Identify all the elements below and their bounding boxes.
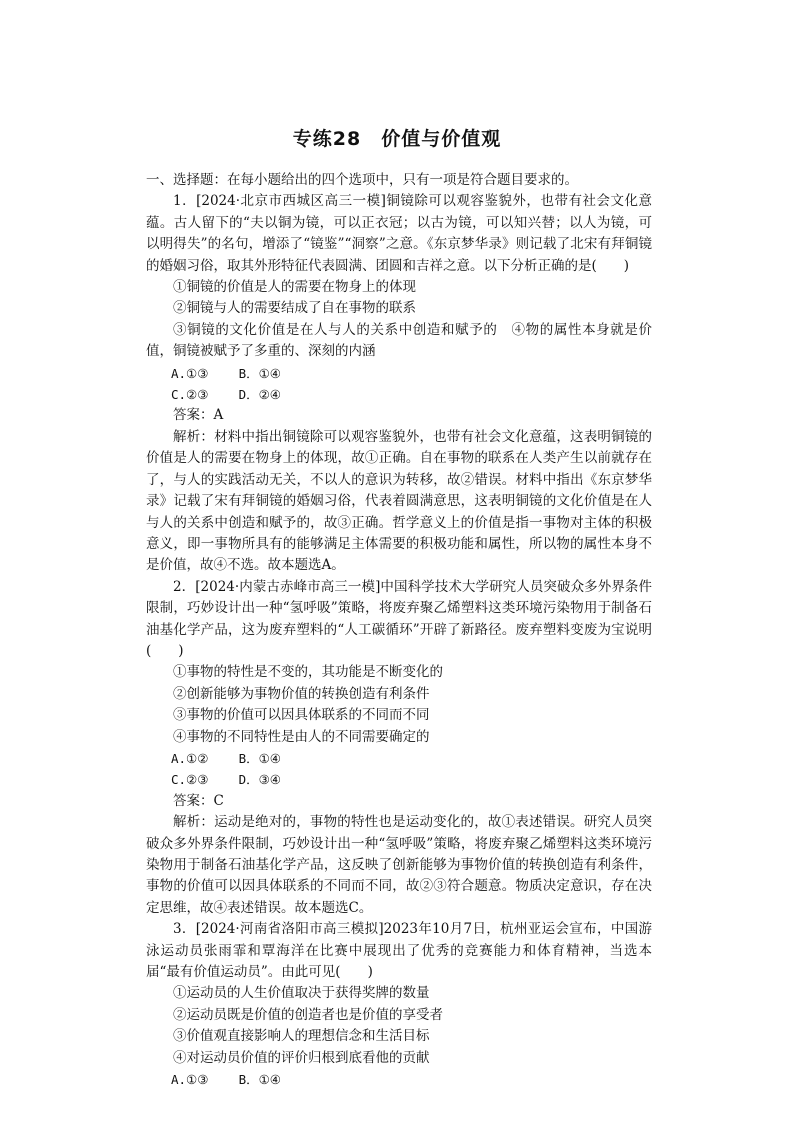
question-2-option-1: ①事物的特性是不变的，其功能是不断变化的 [173,664,443,681]
question-2-option-2: ②创新能够为事物价值的转换创造有利条件 [173,685,430,702]
question-3-option-4: ④对运动员价值的评价归根到底看他的贡献 [173,1049,430,1066]
page-title: 专练28 价值与价值观 [292,128,502,150]
question-3-option-3: ③价值观直接影响人的理想信念和生活目标 [173,1028,430,1045]
question-3-option-1: ①运动员的人生价值取决于获得奖牌的数量 [173,985,430,1002]
question-2-option-4: ④事物的不同特性是由人的不同需要确定的 [173,728,430,745]
question-1-option-3: ③铜镜的文化价值是在人与人的关系中创造和赋予的 ④物的属性本身就是价值，铜镜被赋予了多重的、深刻的内涵 [146,321,652,360]
question-3-option-2: ②运动员既是价值的创造者也是价值的享受者 [173,1006,443,1023]
question-2-choices-row-1: A.①② B．①④ [171,750,282,766]
question-2-analysis: 解析：运动是绝对的，事物的特性也是运动变化的，故①表述错误。研究人员突破众多外界条件限制，巧妙设计出一种“氢呼吸”策略，将废弃聚乙烯塑料这类环境污染物用于制备石油基化学产品，这反映了创新能够为事物价值的转换创造有利条件，事物的价值可以因具体联系的不同而不同，故②③符合题意。物质决定意识，存在决定思维，故④表述错误。故本题选C。 [146,814,652,916]
question-1-option-2: ②铜镜与人的需要结成了自在事物的联系 [173,300,416,317]
question-1-answer: 答案：A [173,407,224,424]
question-3-stem: 3．[2024·河南省洛阳市高三模拟]2023年10月7日，杭州亚运会宣布，中国游泳运动员张雨霏和覃海洋在比赛中展现出了优秀的竞赛能力和体育精神，当选本届“最有价值运动员”。由此可见( ) [146,921,652,981]
question-1-option-1: ①铜镜的价值是人的需要在物身上的体现 [173,279,416,296]
question-2-stem: 2．[2024·内蒙古赤峰市高三一模]中国科学技术大学研究人员突破众多外界条件限制，巧妙设计出一种“氢呼吸”策略，将废弃聚乙烯塑料这类环境污染物用于制备石油基化学产品，这为废弃塑料的“人工碳循环”开辟了新路径。废弃塑料变废为宝说明( ) [146,578,652,659]
question-3-choices-row-1: A.①③ B．①④ [171,1072,282,1088]
question-2-answer: 答案：C [173,792,224,809]
question-1-choices-row-2: C.②③ D．②④ [171,387,282,403]
question-2-choices-row-2: C.②③ D．③④ [171,772,282,788]
question-1-analysis: 解析：材料中指出铜镜除可以观容鉴貌外，也带有社会文化意蕴，这表明铜镜的价值是人的需要在物身上的体现，故①正确。自在事物的联系在人类产生以前就存在了，与人的实践活动无关，不以人的意识为转移，故②错误。材料中指出《东京梦华录》记载了宋有拜铜镜的婚姻习俗，代表着圆满意思，这表明铜镜的文化价值是在人与人的关系中创造和赋予的，故③正确。哲学意义上的价值是指一事物对主体的积极意义，即一事物所具有的能够满足主体需要的积极功能和属性，所以物的属性本身不是价值，故④不选。故本题选A。 [146,428,652,574]
section-heading: 一、选择题：在每小题给出的四个选项中，只有一项是符合题目要求的。 [146,172,578,188]
question-2-option-3: ③事物的价值可以因具体联系的不同而不同 [173,707,430,724]
question-1-stem: 1．[2024·北京市西城区高三一模]铜镜除可以观容鉴貌外，也带有社会文化意蕴。古人留下的“夫以铜为镜，可以正衣冠；以古为镜，可以知兴替；以人为镜，可以明得失”的名句，增添了“镜鉴”“洞察”之意。《东京梦华录》则记载了北宋有拜铜镜的婚姻习俗，取其外形特征代表圆满、团圆和吉祥之意。以下分析正确的是( ) [146,193,652,274]
document-body [146,170,652,1090]
question-1-choices-row-1: A.①③ B．①④ [171,365,282,381]
